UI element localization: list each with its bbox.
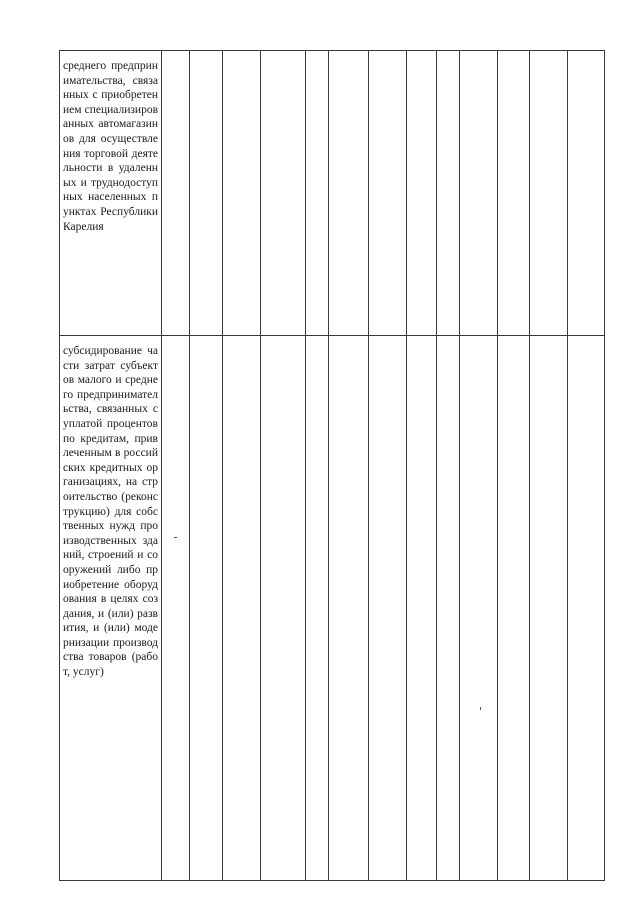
empty-cell [460, 336, 498, 881]
empty-cell [306, 336, 329, 881]
empty-cell [407, 51, 437, 336]
scan-speck [480, 707, 481, 710]
empty-cell [498, 336, 530, 881]
empty-cell [162, 336, 190, 881]
empty-cell [190, 51, 223, 336]
empty-cell [162, 51, 190, 336]
table-row [60, 336, 605, 881]
empty-cell [568, 51, 605, 336]
report-table [59, 50, 605, 881]
empty-cell [437, 336, 460, 881]
table-row [60, 51, 605, 336]
empty-cell [369, 336, 407, 881]
empty-cell [261, 336, 306, 881]
empty-cell [190, 336, 223, 881]
empty-cell [223, 336, 261, 881]
empty-cell [407, 336, 437, 881]
empty-cell [498, 51, 530, 336]
empty-cell [261, 51, 306, 336]
empty-cell [530, 336, 568, 881]
empty-cell [460, 51, 498, 336]
empty-cell [223, 51, 261, 336]
empty-cell [568, 336, 605, 881]
row-label-cell: среднего предпринимательства, связанных с приобретением специализированных автомагазинов для осуществления торговой деятельности в удаленных и труднодоступных населенных пунктах Республики Карелия [60, 51, 162, 336]
scan-speck [174, 537, 177, 538]
empty-cell [437, 51, 460, 336]
row-label-cell: субсидирование части затрат субъектов малого и среднего предпринимательства, связанных с уплатой процентов по кредитам, привлеченным в российских кредитных организациях, на строительство (реконструкцию) для собственных нужд производственных зданий, строений и сооружений либо приобретение оборудования в целях создания, и (или) развития, и (или) модернизации производства товаров (работ, услуг) [60, 336, 162, 881]
empty-cell [329, 51, 369, 336]
empty-cell [329, 336, 369, 881]
empty-cell [306, 51, 329, 336]
empty-cell [369, 51, 407, 336]
empty-cell [530, 51, 568, 336]
